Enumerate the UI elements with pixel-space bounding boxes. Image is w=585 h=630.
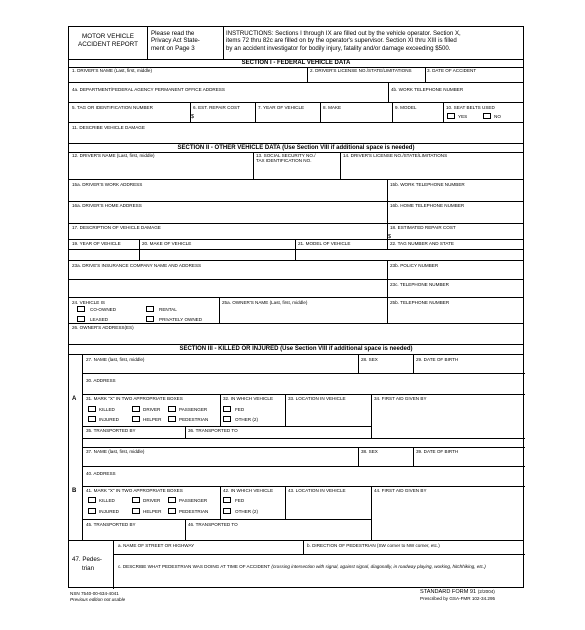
owner-address-field[interactable]: 26. OWNER'S ADDRESS(ES) (72, 325, 134, 330)
other-vehicle-year-field[interactable]: 19. YEAR OF VEHICLE (72, 241, 121, 246)
person-a-location-field[interactable]: 33. LOCATION IN VEHICLE (288, 396, 346, 401)
person-a-mark-label: 31. MARK "X" IN TWO APPROPRIATE BOXES (86, 396, 183, 401)
make-field[interactable]: 8. MAKE (323, 105, 342, 110)
driver-home-address-field[interactable]: 16a. DRIVER'S HOME ADDRESS (72, 203, 142, 208)
insurance-company-field[interactable]: 23a. DRIVE'S INSURANCE COMPANY NAME AND ADDRESS (72, 263, 202, 268)
estimated-repair-cost-field[interactable]: 18. ESTIMATED REPAIR COST (390, 225, 456, 230)
driver-work-address-field[interactable]: 15a. DRIVER'S WORK ADDRESS (72, 182, 143, 187)
person-b-vehicle-label: 42. IN WHICH VEHICLE (223, 488, 274, 493)
person-a-label: A (72, 396, 77, 402)
owner-telephone-field[interactable]: 25b. TELEPHONE NUMBER (390, 300, 450, 305)
person-a-pedestrian-checkbox[interactable] (168, 416, 176, 422)
repair-cost-field[interactable]: 6. EST. REPAIR COST (193, 105, 240, 110)
person-b-fed-checkbox[interactable] (223, 497, 231, 503)
other-vehicle-make-field[interactable]: 20. MAKE OF VEHICLE (142, 241, 192, 246)
prescribed-by: Prescribed by GSA-FMR 102-34.295 (420, 596, 496, 601)
pedestrian-direction-field[interactable]: b. DIRECTION OF PEDESTRIAN (SW corner to NW corner, etc.) (307, 543, 440, 548)
nsn-number: NSN 7540-00-634-4041 (70, 591, 119, 596)
other-work-telephone-field[interactable]: 15b. WORK TELEPHONE NUMBER (390, 182, 465, 187)
person-b-injured-checkbox[interactable] (88, 508, 96, 514)
ssn-tax-id-field[interactable]: 13. SOCIAL SECURITY NO./ TAX IDENTIFICATION NO. (256, 153, 316, 163)
drivers-license-field[interactable]: 2. DRIVER'S LICENSE NO./STATE/LIMITATIONS (310, 68, 412, 73)
other-vehicle-model-field[interactable]: 21. MODEL OF VEHICLE (298, 241, 351, 246)
rental-checkbox[interactable] (146, 306, 154, 312)
seat-belts-yes-checkbox[interactable] (447, 113, 455, 119)
work-telephone-field[interactable]: 4b. WORK TELEPHONE NUMBER (391, 87, 464, 92)
person-a-driver-checkbox[interactable] (132, 406, 140, 412)
person-a-passenger-checkbox[interactable] (168, 406, 176, 412)
standard-form-number: STANDARD FORM 91 (2/2004) (420, 589, 495, 595)
person-b-dob-field[interactable]: 39. DATE OF BIRTH (416, 449, 459, 454)
person-b-other-checkbox[interactable] (223, 508, 231, 514)
driver-name-field[interactable]: 1. DRIVER'S NAME (Last, first, middle) (72, 68, 153, 73)
seat-belts-label: 10. SEAT BELTS USED (446, 105, 495, 110)
other-driver-name-field[interactable]: 12. DRIVER'S NAME (Last, first, middle) (72, 153, 155, 158)
privately-owned-checkbox[interactable] (146, 316, 154, 322)
vehicle-is-label: 24. VEHICLE IS (72, 300, 105, 305)
tag-number-field[interactable]: 5. TAG OR IDENTIFICATION NUMBER (72, 105, 153, 110)
person-b-driver-checkbox[interactable] (132, 497, 140, 503)
person-b-transported-by-field[interactable]: 45. TRANSPORTED BY (86, 522, 136, 527)
person-a-transported-by-field[interactable]: 35. TRANSPORTED BY (86, 428, 136, 433)
leased-checkbox[interactable] (77, 316, 85, 322)
agency-address-field[interactable]: 4a. DEPARTMENT/FEDERAL AGENCY PERMANENT OFFICE ADDRESS (72, 87, 225, 92)
person-b-first-aid-field[interactable]: 44. FIRST AID GIVEN BY (374, 488, 427, 493)
form-title: MOTOR VEHICLE ACCIDENT REPORT (78, 33, 138, 48)
home-telephone-field[interactable]: 16b. HOME TELEPHONE NUMBER (390, 203, 465, 208)
person-b-killed-checkbox[interactable] (88, 497, 96, 503)
owner-name-field[interactable]: 25a. OWNER'S NAME (Last, first, middle) (222, 300, 308, 305)
person-a-sex-field[interactable]: 28. SEX (361, 357, 378, 362)
policy-number-field[interactable]: 23b. POLICY NUMBER (390, 263, 439, 268)
insurance-telephone-field[interactable]: 23c. TELEPHONE NUMBER (390, 282, 449, 287)
person-b-label: B (72, 488, 77, 494)
person-a-transported-to-field[interactable]: 36. TRANSPORTED TO (188, 428, 238, 433)
tag-number-state-field[interactable]: 22. TAG NUMBER AND STATE (390, 241, 454, 246)
person-b-helper-checkbox[interactable] (132, 508, 140, 514)
section-3-title: SECTION III - KILLED OR INJURED (Use Section VIII if additional space is needed) (179, 346, 413, 352)
privacy-note: Please read the Privacy Act State- ment on Page 3 (151, 30, 200, 52)
pedestrian-label: 47. Pedes- trian (72, 556, 102, 572)
person-b-name-field[interactable]: 37. NAME (last, first, middle) (86, 449, 145, 454)
person-a-dob-field[interactable]: 29. DATE OF BIRTH (416, 357, 459, 362)
date-of-accident-field[interactable]: 3. DATE OF ACCIDENT (427, 68, 477, 73)
other-drivers-license-field[interactable]: 14. DRIVER'S LICENSE NO./STATE/LIMITATIONS (343, 153, 448, 158)
section-2-title: SECTION II - OTHER VEHICLE DATA (Use Section VIII if additional space is needed) (177, 145, 415, 151)
person-b-transported-to-field[interactable]: 46. TRANSPORTED TO (188, 522, 238, 527)
person-a-fed-checkbox[interactable] (223, 406, 231, 412)
section-1-title: SECTION I - FEDERAL VEHICLE DATA (241, 60, 351, 66)
person-a-killed-checkbox[interactable] (88, 406, 96, 412)
person-a-vehicle-label: 32. IN WHICH VEHICLE (223, 396, 274, 401)
model-field[interactable]: 9. MODEL (395, 105, 417, 110)
other-vehicle-damage-field[interactable]: 17. DESCRIPTION OF VEHICLE DAMAGE (72, 225, 161, 230)
person-b-pedestrian-checkbox[interactable] (168, 508, 176, 514)
person-a-first-aid-field[interactable]: 34. FIRST AID GIVEN BY (374, 396, 427, 401)
previous-edition-note: Previous edition not usable (70, 597, 126, 602)
person-b-mark-label: 41. MARK "X" IN TWO APPROPRIATE BOXES (86, 488, 183, 493)
person-b-passenger-checkbox[interactable] (168, 497, 176, 503)
person-b-sex-field[interactable]: 38. SEX (361, 449, 378, 454)
person-a-name-field[interactable]: 27. NAME (last, first, middle) (86, 357, 145, 362)
seat-belts-no-checkbox[interactable] (483, 113, 491, 119)
person-a-other-checkbox[interactable] (223, 416, 231, 422)
person-b-location-field[interactable]: 43. LOCATION IN VEHICLE (288, 488, 346, 493)
vehicle-year-field[interactable]: 7. YEAR OF VEHICLE (258, 105, 305, 110)
form-frame: MOTOR VEHICLE ACCIDENT REPORT Please read the Privacy Act State- ment on Page 3 INSTRUCTIONS: Sections I through IX are filled out by the vehicle operator. Section X, items 72 thru 82c are filled on by the operator's supervisor. Section XI thru XIII is filled by an accident investigator for bodily injury, fatality and/or damage exceeding $500. SECTION I - FEDERAL VEHICLE DATA 1. DRIVER'S NAME (Last, first, middle) 2. DRIVER'S LICENSE NO./STATE/LIMITATIONS 3. DATE OF ACCIDENT 4a. DEPARTMENT/FEDERAL AGENCY PERMANENT OFFICE ADDRESS 4b. WORK TELEPHONE NUMBER 5. TAG OR IDENTIFICATION NUMBER 6. EST. REPAIR COST $ 7. YEAR OF VEHICLE 8. MAKE 9. MODEL 10. SEAT BELTS USED YES NO 11. DESCRIBE VEHICLE DAMAGE SECTION II - OTHER VEHICLE DATA (Use Section VIII if additional space is needed) 12. DRIVER'S NAME (Last, first, middle) 13. SOCIAL SECURITY NO./ TAX IDENTIFICATION NO. 14. DRIVER'S LICENSE NO./STATE/LIMITATIONS 15a. DRIVER'S WORK ADDRESS 15b. WORK TELEPHONE NUMBER 16a. DRIVER'S HOME ADDRESS 16b. HOME TELEPHONE NUMBER 17. DESCRIPTION OF VEHICLE DAMAGE 18. ESTIMATED REPAIR COST $ 19. YEAR OF VEHICLE 20. MAKE OF VEHICLE 21. MODEL OF VEHICLE 22. TAG NUMBER AND STATE 23a. DRIVE'S INSURANCE COMPANY NAME AND ADDRESS 23b. POLICY NUMBER 23c. TELEPHONE NUMBER 24. VEHICLE IS CO-OWNED RENTAL LEASED PRIVATELY OWNED 25a. OWNER'S NAME (Last, first, middle) 25b. TELEPHONE NUMBER 26. OWNER'S ADDRESS(ES) SECTION III - KILLED OR INJURED (Use Section VIII if additional space is needed) A 27. NAME (last, first, middle) 28. SEX 29. DATE OF BIRTH 30. ADDRESS 31. MARK "X" IN TWO APPROPRIATE BOXES KILLED DRIVER PASSENGER INJURED HELPER PEDESTRIAN 32. IN WHICH VEHICLE FED OTHER (2) 33. LOCATION IN VEHICLE 34. FIRST AID GIVEN BY 35. TRANSPORTED BY 36. TRANSPORTED TO B 37. NAME (last, first, middle) 38. SEX 39. DATE OF BIRTH 40. ADDRESS 41. MARK "X" IN TWO APPROPRIATE BOXES KILLED DRIVER PASSENGER INJURED HELPER PEDESTRIAN 42. IN WHICH VEHICLE FED OTHER (2) 43. LOCATION IN VEHICLE 44. FIRST AID GIVEN BY 45. TRANSPORTED BY 46. TRANSPORTED TO 47. Pedes- trian a. NAME OF STREET OR HIGHWAY b. DIRECTION OF PEDESTRIAN (SW corner to NW corner, etc.) c. DESCRIBE WHAT PEDESTRIAN WAS DOING AT TIME OF ACCIDENT (crossing intersection with signal, against signal, diagonally, in roadway playing, working, hitchhiking, etc.) (68, 26, 524, 588)
instructions-text: INSTRUCTIONS: Sections I through IX are filled out by the vehicle operator. Section X, items 72 thru 82c are filled on by the operator's supervisor. Section XI thru XIII is filled by an accident investigator for bodily injury, fatality and/or damage exceeding $500. (226, 30, 461, 52)
person-a-address-field[interactable]: 30. ADDRESS (86, 378, 116, 383)
vehicle-damage-field[interactable]: 11. DESCRIBE VEHICLE DAMAGE (72, 125, 145, 130)
street-name-field[interactable]: a. NAME OF STREET OR HIGHWAY (118, 543, 195, 548)
person-a-helper-checkbox[interactable] (132, 416, 140, 422)
person-b-address-field[interactable]: 40. ADDRESS (86, 471, 116, 476)
pedestrian-activity-field[interactable]: c. DESCRIBE WHAT PEDESTRIAN WAS DOING AT TIME OF ACCIDENT (crossing intersection with signal, against signal, diagonally, in roadway playing, working, hitchhiking, etc.) (118, 564, 486, 569)
co-owned-checkbox[interactable] (77, 306, 85, 312)
person-a-injured-checkbox[interactable] (88, 416, 96, 422)
motor-vehicle-accident-report (68, 26, 524, 602)
